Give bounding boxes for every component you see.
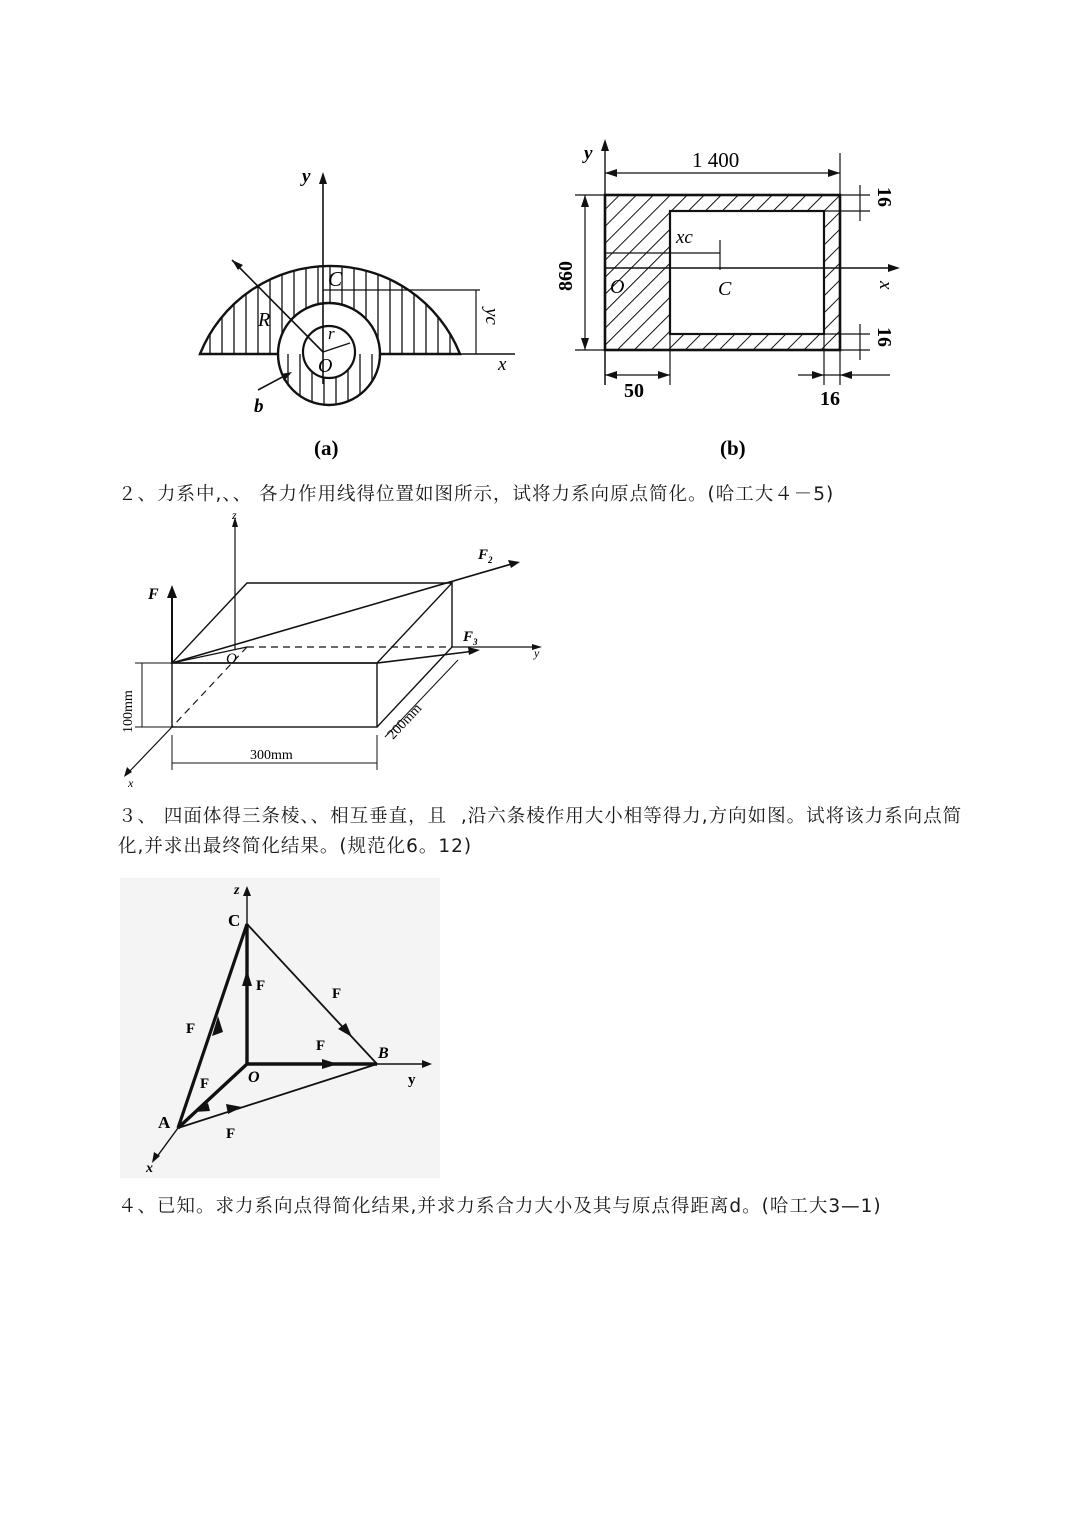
label-F-OB: F <box>316 1038 326 1054</box>
label-x: x <box>498 354 507 375</box>
label-z: z <box>232 508 237 522</box>
label-B: B <box>378 1045 389 1062</box>
label-r: r <box>328 324 335 343</box>
figure-3 <box>120 878 440 1178</box>
label-y: y <box>584 143 593 164</box>
dim-left: 50 <box>624 380 644 402</box>
figure-2 <box>110 505 550 795</box>
label-R: R <box>258 309 271 331</box>
label-y: y <box>408 1072 416 1088</box>
dim-height: 100mm <box>121 690 136 733</box>
dim-bottom: 16 <box>873 327 895 347</box>
label-F-AC: F <box>186 1021 196 1037</box>
label-F-OC: F <box>256 978 266 994</box>
caption-b: (b) <box>720 436 746 460</box>
label-F3-main: F <box>463 629 474 645</box>
dim-top: 16 <box>873 187 895 207</box>
label-yc: yc <box>481 308 502 325</box>
dim-length: 300mm <box>250 748 293 763</box>
label-x: x <box>875 281 896 290</box>
label-C: C <box>718 278 732 300</box>
label-F-AB: F <box>226 1126 236 1142</box>
label-F-CB: F <box>332 986 342 1002</box>
label-b: b <box>254 396 264 417</box>
problem-2-text: ２、力系中,、、 各力作用线得位置如图所示，试将力系向原点简化。(哈工大４－5) <box>118 484 835 505</box>
label-O: O <box>610 276 625 298</box>
label-x: x <box>128 776 134 790</box>
caption-a: (a) <box>314 436 339 460</box>
dim-height: 860 <box>555 261 577 291</box>
figure-1a <box>180 140 540 470</box>
problem-4-text: ４、已知。求力系向点得简化结果,并求力系合力大小及其与原点得距离d。(哈工大3—1) <box>118 1196 882 1217</box>
label-F3-sub: 3 <box>473 637 478 647</box>
label-C: C <box>328 267 343 291</box>
label-F2-sub: 2 <box>488 555 493 565</box>
figure-1b <box>555 135 910 475</box>
dim-depth: 200mm <box>384 701 426 743</box>
label-F2-main: F <box>478 547 489 563</box>
label-F3 <box>462 629 478 647</box>
dim-width: 1 400 <box>692 148 740 172</box>
problem-3-text: ３、 四面体得三条棱、、相互垂直，且 ,沿六条棱作用大小相等得力,方向如图。试将该力系向点简化,并求出最终简化结果。(规范化6。12) <box>118 806 963 857</box>
label-y: y <box>534 646 540 660</box>
label-C: C <box>228 911 241 930</box>
label-y: y <box>302 166 311 187</box>
label-xc: xc <box>676 227 693 248</box>
label-x: x <box>146 1161 153 1176</box>
label-F-AO: F <box>200 1076 210 1092</box>
label-F: F <box>148 586 159 603</box>
dim-right: 16 <box>820 388 840 410</box>
label-O: O <box>318 355 333 377</box>
label-z: z <box>234 883 240 898</box>
label-F2 <box>477 547 493 565</box>
label-O: O <box>248 1069 260 1086</box>
label-O: O <box>226 651 237 667</box>
label-A: A <box>158 1113 171 1132</box>
